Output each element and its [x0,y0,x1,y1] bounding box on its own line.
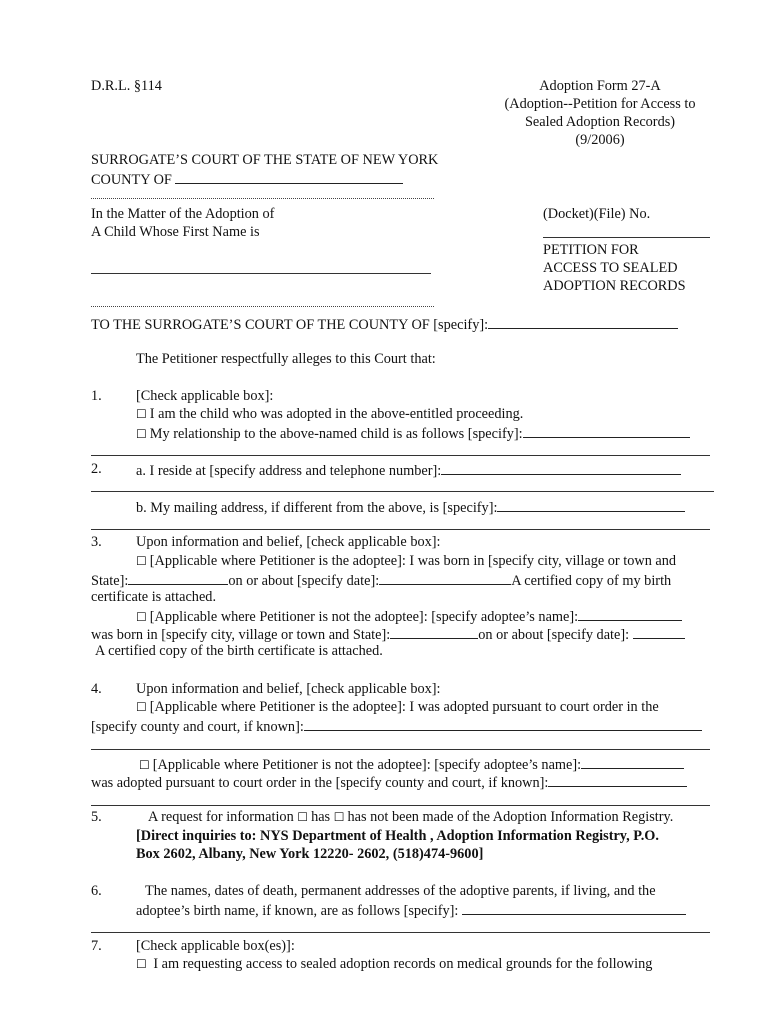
item-5-text-a: A request for information [148,809,294,825]
item-7-heading: [Check applicable box(es)]: [136,938,295,954]
item-6-line-2-text: adoptee’s birth name, if known, are as follows [specify]: [136,903,459,919]
address-phone-field-line-2[interactable] [91,491,714,492]
item-3-option-b-line-1 [136,606,682,626]
county-label: COUNTY OF [91,172,172,188]
item-4-option-a-line-1 [136,698,659,716]
mailing-address-field[interactable] [497,497,685,512]
caption-top-divider [91,198,434,199]
item-3-option-b-line-2 [91,624,685,644]
form-title: Adoption Form 27-A [539,78,661,94]
item-5-line-1 [148,808,673,826]
form-date: (9/2006) [575,132,625,148]
checkbox-icon[interactable]: ☐ [136,700,147,714]
item-6-line-1: The names, dates of death, permanent addresses of the adoptive parents, if living, and the [145,883,656,899]
petition-title-2: ACCESS TO SEALED [543,260,678,276]
matter-line-2: A Child Whose First Name is [91,224,260,240]
address-phone-field[interactable] [441,460,681,475]
item-4-option-b-line-2 [91,772,687,792]
item-3-heading: Upon information and belief, [check applicable box]: [136,534,441,550]
item-7-option-a [136,955,652,973]
court-county-field[interactable] [488,314,678,329]
form-subtitle-2: Sealed Adoption Records) [524,114,676,130]
item-3-option-a-text: [Applicable where Petitioner is the adoptee]: I was born in [specify city, village or town and [149,553,677,569]
item-2a [136,460,681,480]
checkbox-icon[interactable]: ☐ [136,427,147,441]
caption-bottom-divider [91,306,434,307]
item-4-option-a-line-2 [91,716,702,736]
item-3-option-a-line-3: certificate is attached. [91,589,217,605]
adoptee-county-court-field-line-2[interactable] [91,805,710,806]
adoptive-parents-field[interactable] [462,900,686,915]
relationship-field-line-2[interactable] [91,455,710,456]
relationship-field[interactable] [523,423,690,438]
checkbox-icon[interactable]: ☐ [136,957,147,971]
checkbox-icon[interactable]: ☐ [136,554,147,568]
item-7-option-a-text: I am requesting access to sealed adoption records on medical grounds for the following [153,956,653,972]
item-4-option-b-line-1 [139,754,684,774]
birth-place-field[interactable] [128,570,228,585]
to-court-line [91,314,678,334]
checkbox-icon[interactable]: ☐ [136,407,147,421]
item-1-option-a [136,405,523,423]
item-2-number: 2. [91,461,102,477]
child-first-name-field[interactable] [91,273,431,274]
item-1-number: 1. [91,388,102,404]
petition-title-1: PETITION FOR [543,242,639,258]
checkbox-icon[interactable]: ☐ [139,758,150,772]
item-4-option-b-text: [Applicable where Petitioner is not the adoptee]: [specify adoptee’s name]: [152,757,582,773]
item-1-option-b [136,423,690,443]
adoptee-name-field[interactable] [578,606,682,621]
adoptee-name-field-2[interactable] [581,754,684,769]
adoptee-birth-place-field[interactable] [390,624,478,639]
adoptee-county-court-field[interactable] [548,772,687,787]
adoptee-county-court-label: was adopted pursuant to court order in the [specify county and court, if known]: [91,775,549,791]
matter-line-1: In the Matter of the Adoption of [91,206,275,222]
county-line [91,169,403,189]
born-in-label: was born in [specify city, village or town and State]: [91,627,391,643]
item-6-line-2 [136,900,686,920]
item-1-heading: [Check applicable box]: [136,388,274,404]
item-5-inquiry-line-1: [Direct inquiries to: NYS Department of Health , Adoption Information Registry, P.O. [136,828,660,844]
item-5-inquiry-line-2: Box 2602, Albany, New York 12220- 2602, (518)474-9600] [136,846,484,862]
item-4-heading: Upon information and belief, [check applicable box]: [136,681,441,697]
item-3-number: 3. [91,534,102,550]
adoptee-birth-date-field[interactable] [633,624,685,639]
item-4-option-a-text: [Applicable where Petitioner is the adoptee]: I was adopted pursuant to court order in the [149,699,659,715]
item-3-option-a-line-1 [136,552,676,570]
item-2b-text: b. My mailing address, if different from the above, is [specify]: [136,500,498,516]
docket-label: (Docket)(File) No. [543,206,651,222]
docket-field[interactable] [543,237,710,238]
item-7-number: 7. [91,938,102,954]
court-name: SURROGATE’S COURT OF THE STATE OF NEW YORK [91,152,439,168]
item-2a-text: a. I reside at [specify address and telephone number]: [136,463,442,479]
item-3-option-b-text: [Applicable where Petitioner is not the adoptee]: [specify adoptee’s name]: [149,609,579,625]
date-label: on or about [specify date]: [228,573,380,589]
adoptive-parents-field-line-2[interactable] [91,932,710,933]
checkbox-icon[interactable]: ☐ [297,810,309,824]
checkbox-icon[interactable]: ☐ [333,810,345,824]
item-1-option-a-text: I am the child who was adopted in the above-entitled proceeding. [149,406,524,422]
county-court-field[interactable] [304,716,702,731]
adoptee-date-label: on or about [specify date]: [478,627,630,643]
item-5-has: has [311,809,331,825]
birth-date-field[interactable] [379,570,511,585]
certified-copy-text: A certified copy of my birth [511,573,672,589]
item-4-number: 4. [91,681,102,697]
item-6-number: 6. [91,883,102,899]
item-3-option-b-line-3: A certified copy of the birth certificate is attached. [95,643,383,659]
form-subtitle-1: (Adoption--Petition for Access to [504,96,696,112]
petition-title-3: ADOPTION RECORDS [543,278,686,294]
county-field[interactable] [175,169,403,184]
item-5-text-b: has not been made of the Adoption Information Registry. [347,809,674,825]
mailing-address-field-line-2[interactable] [91,529,710,530]
checkbox-icon[interactable]: ☐ [136,610,147,624]
item-5-number: 5. [91,809,102,825]
item-3-option-a-line-2 [91,570,671,590]
item-2b [136,497,685,517]
county-court-field-line-2[interactable] [91,749,710,750]
intro-text: The Petitioner respectfully alleges to this Court that: [136,351,436,367]
item-1-option-b-text: My relationship to the above-named child is as follows [specify]: [149,426,523,442]
county-court-label: [specify county and court, if known]: [91,719,304,735]
to-court-label: TO THE SURROGATE’S COURT OF THE COUNTY OF [specify]: [91,317,489,333]
state-label: State]: [91,573,129,589]
statute-reference: D.R.L. §114 [91,78,162,94]
